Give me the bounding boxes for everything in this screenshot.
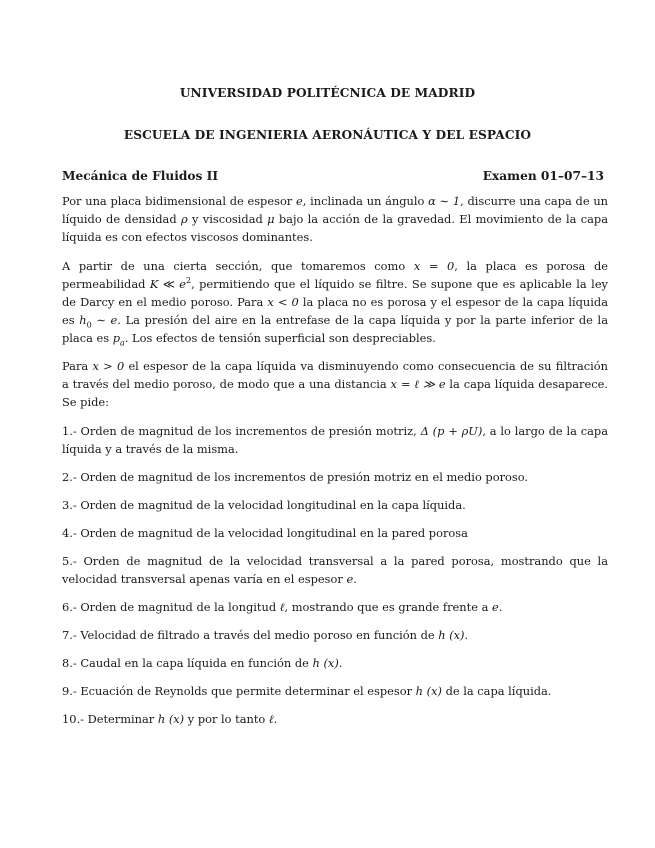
school-title: ESCUELA DE INGENIERIA AERONÁUTICA Y DEL ESPACIO	[123, 128, 532, 142]
math-delta-p: Δ (p + ρU)	[420, 423, 483, 438]
math-x-eq-0: x = 0	[413, 258, 455, 273]
question-8: 8.- Caudal en la capa líquida en función de h (x).	[62, 655, 343, 670]
question-7: 7.- Velocidad de filtrado a través del medio poroso en función de h (x).	[62, 627, 469, 642]
math-mu: μ	[267, 212, 275, 226]
question-3: 3.- Orden de magnitud de la velocidad longitudinal en la capa líquida.	[62, 497, 466, 512]
math-pa: p	[112, 330, 121, 345]
paragraph-porous-plate: A partir de una cierta sección, que tomaremos como x = 0, la placa es porosa de permeabilidad K ≪ $e^2$, permitiendo que el líquido se filtre. Se supone que es aplicable la ley de Darcy en el medio poroso. Para x < 0 la placa no es porosa y el espesor de la capa líquida es $h_0$ ∼ e. La presión del aire en la entrefase de la capa líquida y por la parte inferior de la placa es $p_a$. Los efectos de tensión superficial son despreciables.	[62, 258, 608, 347]
question-5: 5.- Orden de magnitud de la velocidad transversal a la pared porosa, mostrando que la velocidad transversal apenas varía en el espesor e.	[62, 553, 608, 586]
math-x-lt-0: x < 0	[267, 294, 299, 309]
math-e: e	[296, 194, 303, 208]
math-K: K	[149, 276, 159, 291]
exam-date: Examen 01–07–13	[482, 169, 604, 183]
math-x-gt-0: x > 0	[92, 359, 125, 373]
paragraph-problem-statement: Por una placa bidimensional de espesor e, inclinada un ángulo α ∼ 1, discurre una capa de un líquido de densidad ρ y viscosidad μ bajo la acción de la gravedad. El movimiento de la capa líquida es con efectos viscosos dominantes.	[62, 194, 608, 244]
paragraph-thinning: Para x > 0 el espesor de la capa líquida va disminuyendo como consecuencia de su filtración a través del medio poroso, de modo que a una distancia x = ℓ ≫ e la capa líquida desaparece. Se pide:	[62, 359, 608, 409]
math-x-eq-l: x = ℓ ≫ e	[390, 377, 446, 391]
question-2: 2.- Orden de magnitud de los incrementos de presión motriz en el medio poroso.	[62, 469, 529, 484]
question-10: 10.- Determinar h (x) y por lo tanto ℓ.	[62, 711, 278, 726]
question-9: 9.- Ecuación de Reynolds que permite determinar el espesor h (x) de la capa líquida.	[62, 683, 552, 698]
math-e-squared: e	[179, 276, 186, 291]
exam-body	[62, 192, 608, 738]
math-alpha: α ∼ 1	[428, 194, 461, 208]
question-1: 1.- Orden de magnitud de los incrementos de presión motriz, Δ (p + ρU), a lo largo de la capa líquida y a través de la misma.	[62, 423, 609, 456]
university-title: UNIVERSIDAD POLITÉCNICA DE MADRID	[179, 86, 476, 100]
course-header	[62, 169, 604, 183]
math-h0: h	[79, 312, 87, 327]
math-rho: ρ	[180, 212, 188, 226]
question-6: 6.- Orden de magnitud de la longitud ℓ, mostrando que es grande frente a e.	[62, 599, 503, 614]
question-4: 4.- Orden de magnitud de la velocidad longitudinal en la pared porosa	[62, 525, 468, 540]
course-name: Mecánica de Fluidos II	[62, 169, 219, 183]
